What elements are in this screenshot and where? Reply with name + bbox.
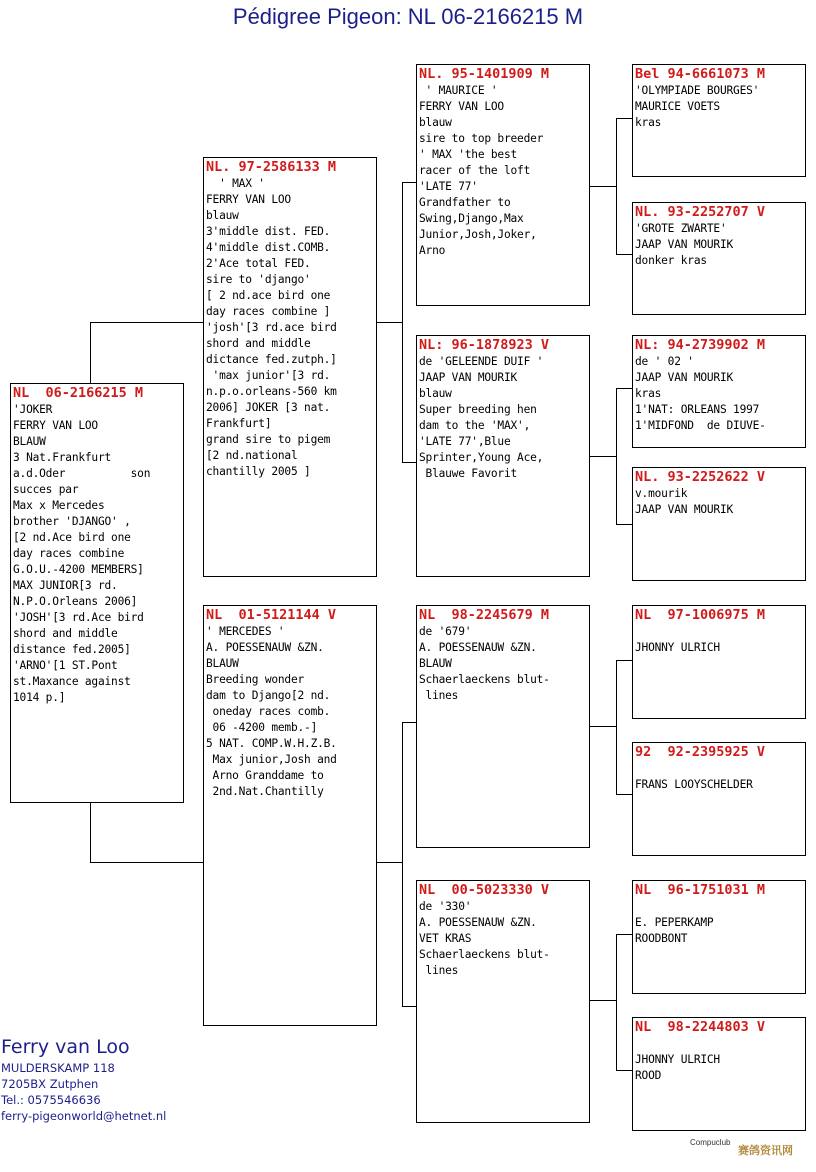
connector xyxy=(402,182,403,462)
pigeon-info-line: ' MAX ' xyxy=(206,177,265,190)
pigeon-info-line: st.Maxance against xyxy=(13,675,131,688)
pigeon-info-line: Sprinter,Young Ace, xyxy=(419,451,544,464)
pigeon-info-line: A. POESSENAUW &ZN. xyxy=(419,641,537,654)
pigeon-info-line: FERRY VAN LOO xyxy=(13,419,98,432)
pigeon-info-line: Breeding wonder xyxy=(206,673,305,686)
pigeon-info-line: brother 'DJANGO' , xyxy=(13,515,131,528)
connector xyxy=(616,524,633,525)
pigeon-card-ggp-8[interactable] xyxy=(632,1017,806,1131)
ring-number: Bel 94-6661073 M xyxy=(635,66,766,82)
ring-number: NL 98-2245679 M xyxy=(419,607,550,623)
pigeon-card-dam-dam[interactable] xyxy=(416,880,590,1123)
ring-number: NL. 95-1401909 M xyxy=(419,66,550,82)
pigeon-info-line: v.mourik xyxy=(635,487,688,500)
pigeon-info-line: Frankfurt] xyxy=(206,417,272,430)
pigeon-info-line: succes par xyxy=(13,483,79,496)
pigeon-info-line: day races combine ] xyxy=(206,305,331,318)
pigeon-info-line: blauw xyxy=(419,116,452,129)
ring-number: NL 06-2166215 M xyxy=(13,385,144,401)
pigeon-card-ggp-1[interactable] xyxy=(632,64,806,177)
pigeon-info-line xyxy=(635,1036,803,1052)
pigeon-info-line: JAAP VAN MOURIK xyxy=(419,371,518,384)
pigeon-info-line: Blauwe Favorit xyxy=(419,467,518,480)
pigeon-info-line: 1'MIDFOND de DIUVE- xyxy=(635,419,766,432)
connector xyxy=(616,794,633,795)
pigeon-info-line: Super breeding hen xyxy=(419,403,537,416)
pigeon-info-line: 3 Nat.Frankfurt xyxy=(13,451,112,464)
pigeon-card-subject[interactable] xyxy=(10,383,184,803)
pigeon-info-line: Schaerlaeckens blut- xyxy=(419,948,550,961)
pigeon-info-line: donker kras xyxy=(635,254,707,267)
connector xyxy=(589,186,616,187)
pigeon-info-line: 'ARNO'[1 ST.Pont xyxy=(13,659,118,672)
pigeon-info-line: blauw xyxy=(206,209,239,222)
pigeon-info-line: 'JOSH'[3 rd.Ace bird xyxy=(13,611,144,624)
pigeon-info-line: Arno xyxy=(419,244,446,257)
pigeon-info-line: JAAP VAN MOURIK xyxy=(635,371,734,384)
pigeon-info-line: ROOD xyxy=(635,1069,662,1082)
pigeon-info-line: racer of the loft xyxy=(419,164,531,177)
pigeon-info-line: dam to Django[2 nd. xyxy=(206,689,331,702)
pigeon-info-line: A. POESSENAUW &ZN. xyxy=(206,641,324,654)
pigeon-card-dam[interactable] xyxy=(203,605,377,1026)
pigeon-card-ggp-4[interactable] xyxy=(632,467,806,581)
pigeon-info-line: JAAP VAN MOURIK xyxy=(635,238,734,251)
connector xyxy=(616,934,617,1070)
pigeon-info-line: day races combine xyxy=(13,547,125,560)
breeder-email[interactable]: ferry-pigeonworld@hetnet.nl xyxy=(1,1109,167,1123)
pigeon-info-line: ' MAURICE ' xyxy=(419,84,498,97)
pigeon-info-line: 2'Ace total FED. xyxy=(206,257,311,270)
pigeon-info-line: ' MERCEDES ' xyxy=(206,625,285,638)
pigeon-info-line: 06 -4200 memb.-] xyxy=(206,721,318,734)
connector xyxy=(616,388,617,524)
connector xyxy=(589,726,616,727)
pigeon-info-line: blauw xyxy=(419,387,452,400)
pigeon-info-line: dictance fed.zutph.] xyxy=(206,353,337,366)
pigeon-info-line: JHONNY ULRICH xyxy=(635,641,720,654)
pigeon-info-line: FERRY VAN LOO xyxy=(206,193,291,206)
connector xyxy=(402,182,417,183)
connector xyxy=(589,1000,616,1001)
pigeon-card-dam-sire[interactable] xyxy=(416,605,590,848)
ring-number: NL. 93-2252622 V xyxy=(635,469,766,485)
pigeon-info-line: Swing,Django,Max xyxy=(419,212,524,225)
pigeon-info-line: de '330' xyxy=(419,900,472,913)
pigeon-info-line: 3'middle dist. FED. xyxy=(206,225,331,238)
pigeon-info-line: de 'GELEENDE DUIF ' xyxy=(419,355,544,368)
pigeon-info-line xyxy=(635,624,803,640)
ring-number: NL: 94-2739902 M xyxy=(635,337,766,353)
connector xyxy=(402,722,403,1006)
pigeon-info-line: sire to 'django' xyxy=(206,273,311,286)
ring-number: NL 01-5121144 V xyxy=(206,607,337,623)
connector xyxy=(616,660,633,661)
connector xyxy=(90,862,204,863)
pigeon-info-line: 'OLYMPIADE BOURGES' xyxy=(635,84,760,97)
pigeon-card-sire[interactable] xyxy=(203,157,377,577)
connector xyxy=(616,118,617,254)
pigeon-info-line: kras xyxy=(635,387,662,400)
pigeon-info-line: Max x Mercedes xyxy=(13,499,105,512)
breeder-name: Ferry van Loo xyxy=(1,1036,130,1058)
pigeon-info-line: shord and middle xyxy=(13,627,118,640)
pigeon-info-line: E. PEPERKAMP xyxy=(635,916,714,929)
connector xyxy=(90,322,91,384)
pigeon-info-line: distance fed.2005] xyxy=(13,643,131,656)
pigeon-info-line: ' MAX 'the best xyxy=(419,148,518,161)
pigeon-info-line: de ' 02 ' xyxy=(635,355,694,368)
ring-number: NL 98-2244803 V xyxy=(635,1019,766,1035)
ring-number: NL. 93-2252707 V xyxy=(635,204,766,220)
pigeon-card-sire-dam[interactable] xyxy=(416,335,590,577)
ring-number: NL 96-1751031 M xyxy=(635,882,766,898)
pigeon-info-line: [ 2 nd.ace bird one xyxy=(206,289,331,302)
pigeon-info-line: Max junior,Josh and xyxy=(206,753,337,766)
connector xyxy=(402,462,417,463)
pigeon-info-line: BLAUW xyxy=(419,657,452,670)
watermark-text: Compuclub xyxy=(690,1138,731,1147)
pigeon-info-line: BLAUW xyxy=(206,657,239,670)
pigeon-info-line: G.O.U.-4200 MEMBERS] xyxy=(13,563,144,576)
pigeon-info-line: lines xyxy=(419,964,459,977)
pigeon-card-sire-sire[interactable] xyxy=(416,64,590,306)
pigeon-info-line: 1'NAT: ORLEANS 1997 xyxy=(635,403,760,416)
ring-number: NL 00-5023330 V xyxy=(419,882,550,898)
pigeon-info-line xyxy=(635,761,803,777)
pigeon-info-line: 'GROTE ZWARTE' xyxy=(635,222,727,235)
pigeon-info-line: a.d.Oder son xyxy=(13,467,151,480)
pigeon-info-line: 'max junior'[3 rd. xyxy=(206,369,331,382)
pigeon-info-line: 1014 p.] xyxy=(13,691,66,704)
ring-number: NL 97-1006975 M xyxy=(635,607,766,623)
pigeon-info-line: Schaerlaeckens blut- xyxy=(419,673,550,686)
pigeon-info-line: de '679' xyxy=(419,625,472,638)
pigeon-info-line: FERRY VAN LOO xyxy=(419,100,504,113)
pigeon-info-line: chantilly 2005 ] xyxy=(206,465,311,478)
pigeon-info-line: 'LATE 77' xyxy=(419,180,478,193)
pigeon-info-line: 'josh'[3 rd.ace bird xyxy=(206,321,337,334)
pigeon-info-line: 'LATE 77',Blue xyxy=(419,435,511,448)
connector xyxy=(616,388,633,389)
connector xyxy=(402,1006,417,1007)
connector xyxy=(376,322,402,323)
pigeon-card-ggp-3[interactable] xyxy=(632,335,806,448)
pigeon-info-line: [2 nd.national xyxy=(206,449,298,462)
pigeon-info-line: ROODBONT xyxy=(635,932,688,945)
pigeon-info-line xyxy=(635,899,803,915)
breeder-city: 7205BX Zutphen xyxy=(1,1077,99,1091)
connector xyxy=(616,934,633,935)
pigeon-info-line: n.p.o.orleans-560 km xyxy=(206,385,337,398)
pigeon-info-line: MAX JUNIOR[3 rd. xyxy=(13,579,118,592)
watermark-logo: 赛鸽资讯网 xyxy=(738,1145,793,1157)
pigeon-info-line: MAURICE VOETS xyxy=(635,100,720,113)
connector xyxy=(616,1070,633,1071)
ring-number: NL: 96-1878923 V xyxy=(419,337,550,353)
pigeon-card-ggp-7[interactable] xyxy=(632,880,806,994)
pigeon-card-ggp-6[interactable] xyxy=(632,742,806,856)
pigeon-info-line: 5 NAT. COMP.W.H.Z.B. xyxy=(206,737,337,750)
ring-number: NL. 97-2586133 M xyxy=(206,159,337,175)
pigeon-info-line: Grandfather to xyxy=(419,196,511,209)
pigeon-info-line: N.P.O.Orleans 2006] xyxy=(13,595,138,608)
pigeon-info-line: kras xyxy=(635,116,662,129)
connector xyxy=(376,862,402,863)
pigeon-info-line: lines xyxy=(419,689,459,702)
connector xyxy=(616,660,617,794)
connector xyxy=(90,322,204,323)
pigeon-info-line: JHONNY ULRICH xyxy=(635,1053,720,1066)
pigeon-info-line: 4'middle dist.COMB. xyxy=(206,241,331,254)
breeder-phone: Tel.: 0575546636 xyxy=(1,1093,101,1107)
connector xyxy=(616,118,633,119)
pigeon-info-line: 2006] JOKER [3 nat. xyxy=(206,401,331,414)
pigeon-info-line: BLAUW xyxy=(13,435,46,448)
pigeon-info-line: [2 nd.Ace bird one xyxy=(13,531,131,544)
connector xyxy=(589,456,616,457)
pigeon-card-ggp-2[interactable] xyxy=(632,202,806,315)
pigeon-info-line: Junior,Josh,Joker, xyxy=(419,228,537,241)
pigeon-info-line: FRANS LOOYSCHELDER xyxy=(635,778,753,791)
page-title: Pédigree Pigeon: NL 06-2166215 M xyxy=(232,4,584,29)
pigeon-info-line: dam to the 'MAX', xyxy=(419,419,531,432)
pigeon-info-line: 2nd.Nat.Chantilly xyxy=(206,785,324,798)
pigeon-info-line: grand sire to pigem xyxy=(206,433,331,446)
pigeon-info-line: A. POESSENAUW &ZN. xyxy=(419,916,537,929)
pigeon-info-line: JAAP VAN MOURIK xyxy=(635,503,734,516)
ring-number: 92 92-2395925 V xyxy=(635,744,766,760)
pigeon-info-line: sire to top breeder xyxy=(419,132,544,145)
pigeon-card-ggp-5[interactable] xyxy=(632,605,806,719)
pigeon-info-line: shord and middle xyxy=(206,337,311,350)
breeder-street: MULDERSKAMP 118 xyxy=(1,1061,115,1075)
pigeon-info-line: VET KRAS xyxy=(419,932,472,945)
connector xyxy=(616,254,633,255)
connector xyxy=(402,722,417,723)
connector xyxy=(90,802,91,862)
pigeon-info-line: 'JOKER xyxy=(13,403,53,416)
pigeon-info-line: oneday races comb. xyxy=(206,705,331,718)
pigeon-info-line: Arno Granddame to xyxy=(206,769,324,782)
